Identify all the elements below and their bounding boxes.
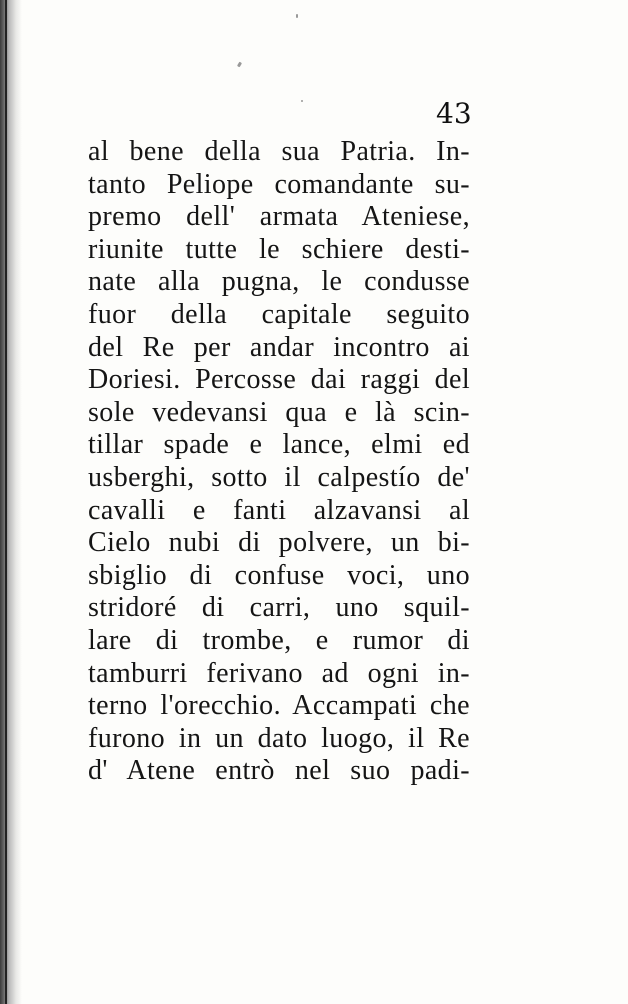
paper-speck [296, 14, 298, 18]
binding-edge-line [5, 0, 7, 1004]
page-number: 43 [436, 97, 472, 130]
text-line: del Re per andar incontro ai [88, 331, 470, 363]
text-line: Cielo nubi di polvere, un bi- [88, 527, 470, 559]
text-line: Doriesi. Percosse dai raggi del [88, 364, 470, 396]
text-line: usberghi, sotto il calpestío de' [88, 461, 470, 493]
text-line: riunite tutte le schiere desti- [88, 233, 470, 265]
text-line: al bene della sua Patria. In- [88, 136, 470, 167]
text-line: lare di trombe, e rumor di [88, 624, 470, 656]
text-line: d' Atene entrò nel suo padi- [88, 755, 470, 787]
text-line: furono in un dato luogo, il Re [88, 722, 470, 754]
text-line: tanto Peliope comandante su- [88, 168, 470, 200]
paper-speck [237, 62, 242, 68]
body-text [88, 136, 470, 788]
text-line: sbiglio di confuse voci, uno [88, 559, 470, 591]
binding-gutter-shadow [0, 0, 22, 1004]
text-line: cavalli e fanti alzavansi al [88, 494, 470, 526]
paper-speck [301, 100, 303, 102]
text-line: stridoré di carri, uno squil- [88, 592, 470, 624]
text-line: premo dell' armata Ateniese, [88, 201, 470, 233]
text-line: sole vedevansi qua e là scin- [88, 396, 470, 428]
text-line: nate alla pugna, le condusse [88, 266, 470, 298]
text-line: fuor della capitale seguito [88, 298, 470, 330]
text-line: terno l'orecchio. Accampati che [88, 690, 470, 722]
text-line: tillar spade e lance, elmi ed [88, 429, 470, 461]
text-line: tamburri ferivano ad ogni in- [88, 657, 470, 689]
